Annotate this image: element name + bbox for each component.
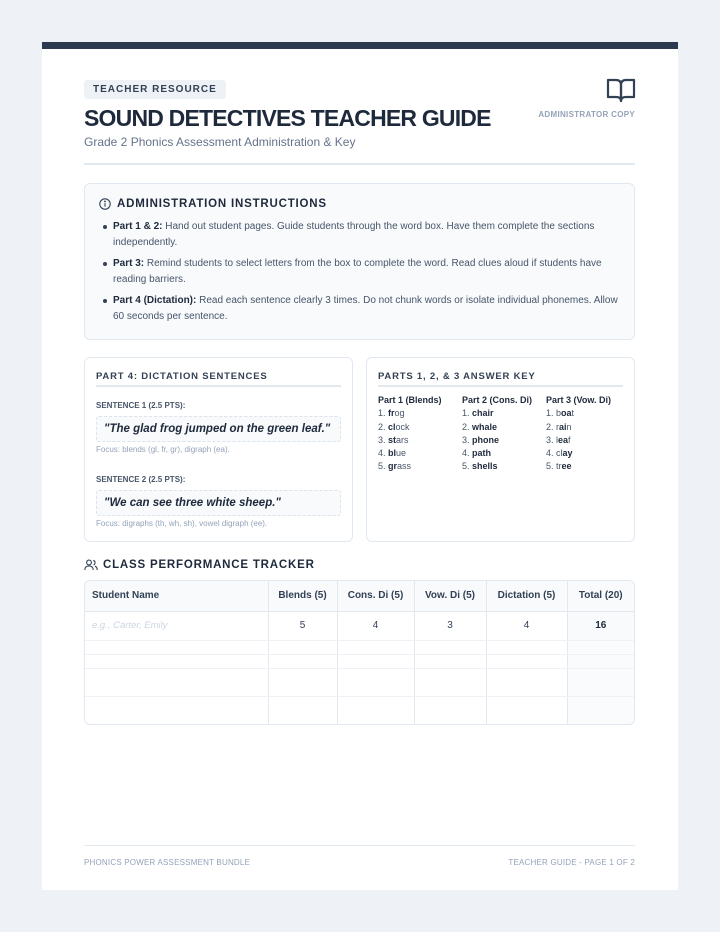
table-row [85, 668, 634, 696]
instruction-item [113, 219, 623, 251]
answer-item: 5. tree [546, 461, 572, 472]
card-divider [96, 385, 341, 387]
total-cell[interactable] [567, 654, 634, 668]
table-row [85, 696, 634, 724]
administration-instructions-panel [84, 183, 635, 340]
sentence-1-label: SENTENCE 1 (2.5 PTS): [96, 401, 186, 410]
score-cell[interactable] [414, 640, 486, 654]
tracker-header [84, 559, 315, 571]
answer-key-heading: Part 2 (Cons. Di) [462, 395, 533, 405]
dictation-sentences-card [84, 357, 353, 542]
column-header-student-name: Student Name [85, 581, 268, 611]
teacher-resource-badge: TEACHER RESOURCE [84, 80, 226, 99]
administrator-copy-label: ADMINISTRATOR COPY [538, 110, 635, 119]
example-dictation-score[interactable]: 4 [486, 611, 567, 640]
answer-key-title: PARTS 1, 2, & 3 ANSWER KEY [378, 371, 536, 382]
instructions-list [113, 219, 623, 330]
instruction-text: Read each sentence clearly 3 times. Do not chunk words or isolate individual phonemes. Allow 60 seconds per sentence. [113, 295, 618, 322]
answer-item: 2. rain [546, 421, 572, 432]
score-cell[interactable] [337, 640, 414, 654]
table-row [85, 640, 634, 654]
score-cell[interactable] [486, 696, 567, 724]
instruction-item [113, 256, 623, 288]
score-cell[interactable] [486, 668, 567, 696]
footer-page-number: TEACHER GUIDE - PAGE 1 OF 2 [508, 858, 635, 867]
answer-key-column-blends [378, 394, 442, 474]
example-blends-score[interactable]: 5 [268, 611, 337, 640]
example-total-score[interactable]: 16 [567, 611, 634, 640]
sentence-2-focus: Focus: digraphs (th, wh, sh), vowel digraph (ee). [96, 519, 268, 528]
sentence-2-label: SENTENCE 2 (2.5 PTS): [96, 475, 186, 484]
answer-item: 1. chair [462, 408, 494, 419]
score-cell[interactable] [268, 668, 337, 696]
instruction-lead: Part 4 (Dictation): [113, 295, 197, 306]
total-cell[interactable] [567, 696, 634, 724]
answer-item: 4. path [462, 448, 492, 459]
answer-key-column-consonant-digraphs [462, 394, 532, 474]
answer-item: 3. stars [378, 434, 409, 445]
score-cell[interactable] [268, 654, 337, 668]
footer-divider [84, 845, 635, 846]
instructions-title: ADMINISTRATION INSTRUCTIONS [117, 198, 327, 210]
instruction-lead: Part 3: [113, 258, 145, 269]
answer-item: 5. grass [378, 461, 412, 472]
score-cell[interactable] [268, 696, 337, 724]
instructions-header [99, 198, 327, 210]
student-name-cell[interactable] [85, 654, 268, 668]
table-header-row [85, 581, 634, 611]
score-cell[interactable] [337, 668, 414, 696]
column-header-blends: Blends (5) [268, 581, 337, 611]
score-cell[interactable] [414, 668, 486, 696]
card-divider [378, 385, 623, 387]
answer-item: 1. frog [378, 408, 405, 419]
score-cell[interactable] [337, 654, 414, 668]
total-cell[interactable] [567, 668, 634, 696]
header-divider [84, 163, 635, 165]
answer-item: 2. clock [378, 421, 410, 432]
tracker-title: CLASS PERFORMANCE TRACKER [103, 559, 315, 571]
footer-bundle-name: PHONICS POWER ASSESSMENT BUNDLE [84, 858, 251, 867]
table-row-example [85, 611, 634, 640]
answer-item: 3. phone [462, 434, 500, 445]
total-cell[interactable] [567, 640, 634, 654]
score-cell[interactable] [414, 696, 486, 724]
student-name-cell[interactable] [85, 640, 268, 654]
score-cell[interactable] [337, 696, 414, 724]
info-icon [99, 198, 111, 210]
example-student-name[interactable]: e.g., Carter, Emily [85, 611, 268, 640]
answer-key-heading: Part 3 (Vow. Di) [546, 395, 612, 405]
column-header-vowel-digraphs: Vow. Di (5) [414, 581, 486, 611]
score-cell[interactable] [414, 654, 486, 668]
instruction-text: Hand out student pages. Guide students through the word box. Have them complete the sections independently. [113, 221, 595, 248]
instruction-item [113, 293, 623, 325]
student-name-cell[interactable] [85, 668, 268, 696]
open-book-icon [606, 77, 636, 103]
answer-key-heading: Part 1 (Blends) [378, 395, 442, 405]
answer-item: 5. shells [462, 461, 498, 472]
instruction-text: Remind students to select letters from the box to complete the word. Read clues aloud if students have reading barriers. [113, 258, 602, 285]
student-name-cell[interactable] [85, 696, 268, 724]
example-cons-di-score[interactable]: 4 [337, 611, 414, 640]
answer-key-card [366, 357, 635, 542]
users-icon [84, 559, 98, 571]
sentence-1-focus: Focus: blends (gl, fr, gr), digraph (ea). [96, 445, 230, 454]
answer-item: 4. clay [546, 448, 573, 459]
class-performance-table [84, 580, 635, 725]
sentence-1-text: "The glad frog jumped on the green leaf." [96, 416, 341, 442]
instruction-lead: Part 1 & 2: [113, 221, 163, 232]
table-row [85, 654, 634, 668]
score-cell[interactable] [486, 640, 567, 654]
column-header-total: Total (20) [567, 581, 634, 611]
score-cell[interactable] [268, 640, 337, 654]
example-vow-di-score[interactable]: 3 [414, 611, 486, 640]
column-header-dictation: Dictation (5) [486, 581, 567, 611]
answer-item: 4. blue [378, 448, 407, 459]
answer-item: 3. leaf [546, 434, 571, 445]
column-header-consonant-digraphs: Cons. Di (5) [337, 581, 414, 611]
dictation-title: PART 4: DICTATION SENTENCES [96, 371, 268, 382]
answer-key-column-vowel-digraphs [546, 394, 611, 474]
answer-item: 1. boat [546, 408, 575, 419]
page-title: SOUND DETECTIVES TEACHER GUIDE [84, 105, 491, 131]
answer-item: 2. whale [462, 421, 498, 432]
page-subtitle: Grade 2 Phonics Assessment Administration & Key [84, 135, 356, 149]
document-page [42, 42, 678, 890]
score-cell[interactable] [486, 654, 567, 668]
sentence-2-text: "We can see three white sheep." [96, 490, 341, 516]
